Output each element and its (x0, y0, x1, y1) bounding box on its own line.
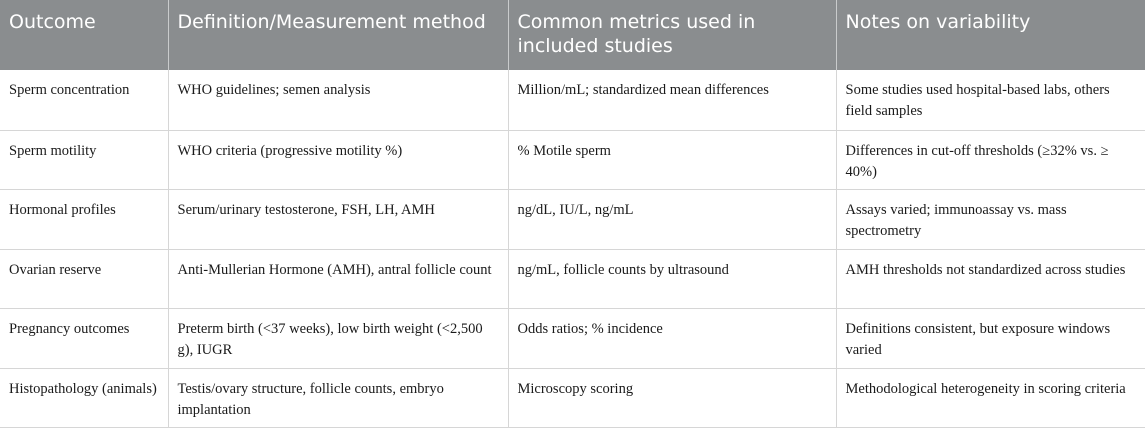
cell-outcome: Sperm concentration (0, 70, 168, 130)
cell-definition: Anti-Mullerian Hormone (AMH), antral follicle count (168, 249, 508, 308)
cell-definition: WHO criteria (progressive motility %) (168, 130, 508, 189)
cell-definition: WHO guidelines; semen analysis (168, 70, 508, 130)
cell-notes: Some studies used hospital-based labs, others field samples (836, 70, 1145, 130)
cell-outcome: Sperm motility (0, 130, 168, 189)
header-outcome: Outcome (9, 11, 96, 33)
cell-outcome: Ovarian reserve (0, 249, 168, 308)
table-row (0, 70, 1145, 130)
header-row (0, 0, 1145, 70)
cell-outcome: Hormonal profiles (0, 189, 168, 249)
header-notes: Notes on variability (836, 0, 1145, 70)
cell-outcome: Histopathology (animals) (0, 368, 168, 427)
cell-notes: Definitions consistent, but exposure windows varied (836, 308, 1145, 368)
cell-outcome: Pregnancy outcomes (0, 308, 168, 368)
cell-notes: Differences in cut-off thresholds (≥32% vs. ≥ 40%) (836, 130, 1145, 189)
table-row (0, 249, 1145, 308)
cell-notes: AMH thresholds not standardized across studies (836, 249, 1145, 308)
cell-metrics: Million/mL; standardized mean differences (508, 70, 836, 130)
cell-metrics: Microscopy scoring (508, 368, 836, 427)
header-metrics: Common metrics used in included studies (508, 0, 836, 70)
table-row (0, 130, 1145, 189)
table-row (0, 189, 1145, 249)
cell-metrics: % Motile sperm (508, 130, 836, 189)
cell-notes: Assays varied; immunoassay vs. mass spectrometry (836, 189, 1145, 249)
cell-definition: Serum/urinary testosterone, FSH, LH, AMH (168, 189, 508, 249)
table-row (0, 308, 1145, 368)
table-row (0, 368, 1145, 427)
cell-definition: Testis/ovary structure, follicle counts, embryo implantation (168, 368, 508, 427)
cell-definition: Preterm birth (<37 weeks), low birth weight (<2,500 g), IUGR (168, 308, 508, 368)
header-definition: Definition/Measurement method (168, 0, 508, 70)
table-body (0, 70, 1145, 427)
table-header (0, 0, 1145, 70)
cell-notes: Methodological heterogeneity in scoring criteria (836, 368, 1145, 427)
cell-metrics: Odds ratios; % incidence (508, 308, 836, 368)
cell-metrics: ng/mL, follicle counts by ultrasound (508, 249, 836, 308)
cell-metrics: ng/dL, IU/L, ng/mL (508, 189, 836, 249)
